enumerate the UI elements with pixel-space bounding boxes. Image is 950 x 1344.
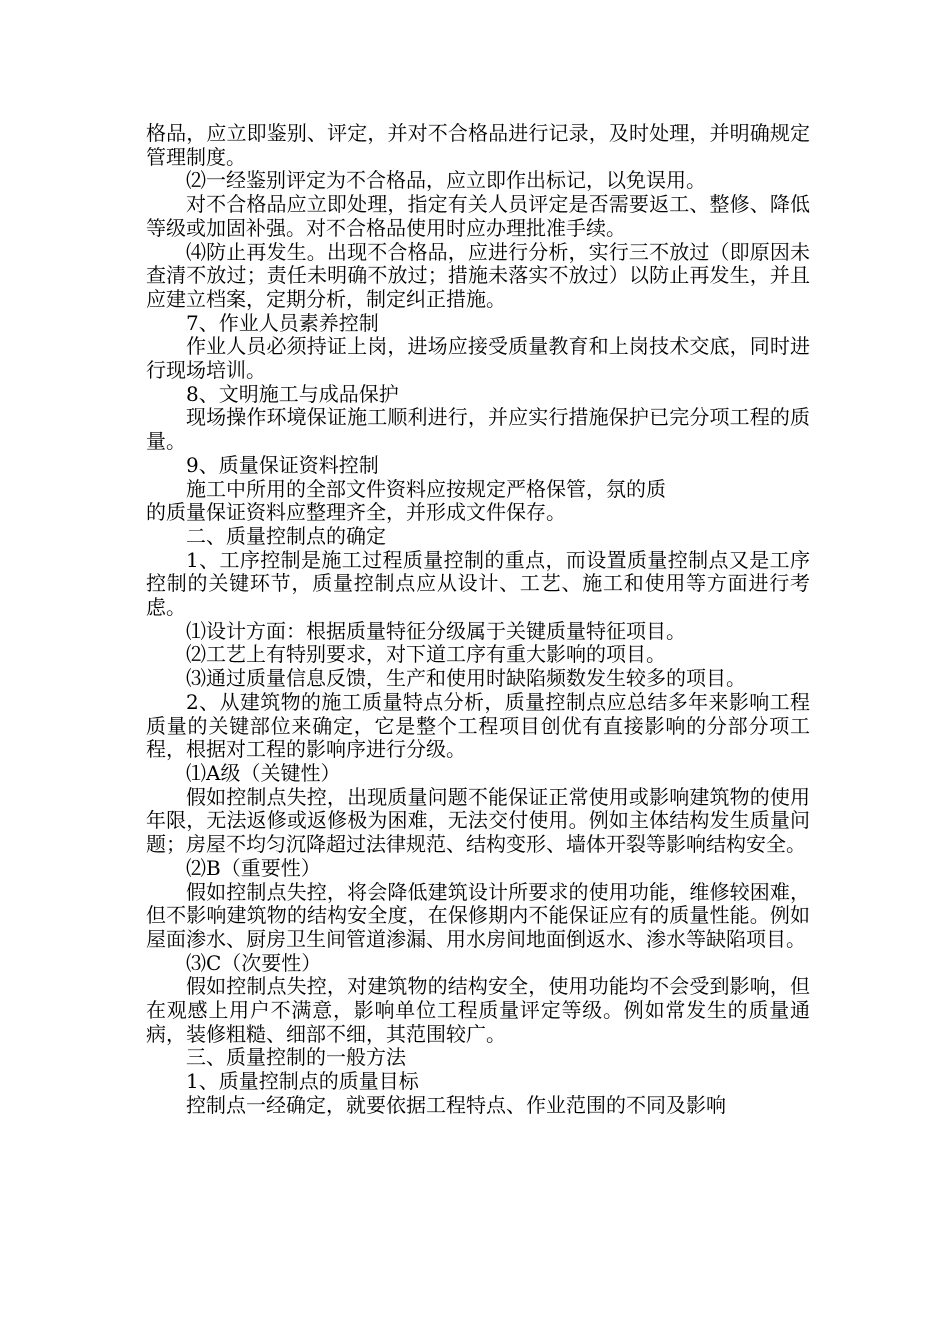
paragraph: ⑷防止再发生。出现不合格品，应进行分析，实行三不放过（即原因未查清不放过；责任未明确不放过；措施未落实不放过）以防止再发生，并且应建立档案，定期分析，制定纠正措施。 <box>146 239 810 311</box>
paragraph: 假如控制点失控，出现质量问题不能保证正常使用或影响建筑物的使用年限，无法返修或返修极为困难，无法交付使用。例如主体结构发生质量问题；房屋不均匀沉降超过法律规范、结构变形、墙体开裂等影响结构安全。 <box>146 784 810 857</box>
paragraph: ⑴设计方面：根据质量特征分级属于关键质量特征项目。 <box>186 618 686 643</box>
paragraph: 1、工序控制是施工过程质量控制的重点，而设置质量控制点又是工序控制的关键环节，质量控制点应从设计、工艺、施工和使用等方面进行考虑。 <box>146 547 810 620</box>
paragraph: 的质量保证资料应整理齐全，并形成文件保存。 <box>146 500 566 525</box>
paragraph: ⑵B（重要性） <box>186 855 321 880</box>
paragraph: 现场操作环境保证施工顺利进行，并应实行措施保护已完分项工程的质量。 <box>146 405 810 454</box>
paragraph: 假如控制点失控，将会降低建筑设计所要求的使用功能，维修较困难，但不影响建筑物的结构安全度，在保修期内不能保证应有的质量性能。例如屋面渗水、厨房卫生间管道渗漏、用水房间地面倒返水、渗水等缺陷项目。 <box>146 879 810 951</box>
document-body <box>146 122 810 1118</box>
paragraph: ⑶通过质量信息反馈，生产和使用时缺陷频数发生较多的项目。 <box>186 666 746 691</box>
paragraph: ⑵工艺上有特别要求，对下道工序有重大影响的项目。 <box>186 642 666 667</box>
paragraph: 对不合格品应立即处理，指定有关人员评定是否需要返工、整修、降低等级或加固补强。对不合格品使用时应办理批准手续。 <box>146 192 810 240</box>
paragraph: 控制点一经确定，就要依据工程特点、作业范围的不同及影响 <box>186 1092 726 1117</box>
paragraph: 假如控制点失控，对建筑物的结构安全，使用功能均不会受到影响，但在观感上用户不满意，影响单位工程质量评定等级。例如常发生的质量通病，装修粗糙、细部不细，其范围较广。 <box>146 974 810 1046</box>
paragraph: 7、作业人员素养控制 <box>186 310 379 335</box>
paragraph: 作业人员必须持证上岗，进场应接受质量教育和上岗技术交底，同时进行现场培训。 <box>146 334 810 383</box>
paragraph: ⑵一经鉴别评定为不合格品，应立即作出标记，以免误用。 <box>186 168 706 193</box>
paragraph: 格品，应立即鉴别、评定，并对不合格品进行记录，及时处理，并明确规定管理制度。 <box>146 121 810 169</box>
paragraph: 施工中所用的全部文件资料应按规定严格保管，氛的质 <box>186 476 666 501</box>
paragraph: 二、质量控制点的确定 <box>186 523 386 548</box>
paragraph: 9、质量保证资料控制 <box>186 452 379 477</box>
paragraph: 三、质量控制的一般方法 <box>186 1045 406 1070</box>
paragraph: 8、文明施工与成品保护 <box>186 381 399 406</box>
paragraph: 2、从建筑物的施工质量特点分析，质量控制点应总结多年来影响工程质量的关键部位来确定，它是整个工程项目创优有直接影响的分部分项工程，根据对工程的影响序进行分级。 <box>146 689 810 762</box>
paragraph: 1、质量控制点的质量目标 <box>186 1069 419 1094</box>
paragraph: ⑶C（次要性） <box>186 950 322 975</box>
paragraph: ⑴A级（关键性） <box>186 760 341 785</box>
